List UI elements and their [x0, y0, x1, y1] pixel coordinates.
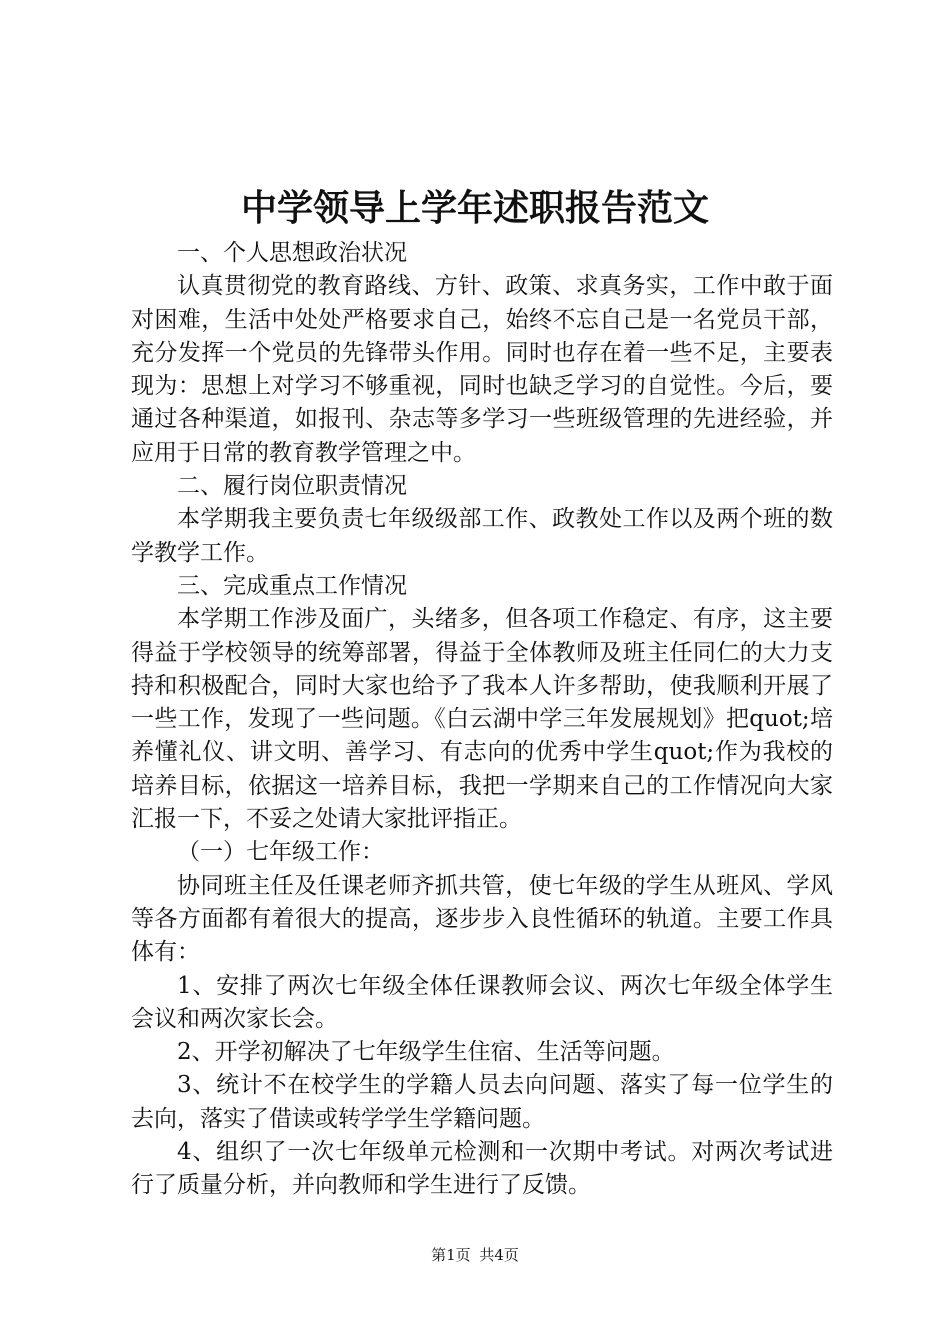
page-total: 共4页 [479, 1246, 519, 1264]
list-item: 2、开学初解决了七年级学生住宿、生活等问题。 [177, 1039, 675, 1066]
page-footer [0, 1245, 950, 1265]
paragraph: 认真贯彻党的教育路线、方针、政策、求真务实，工作中敢于面对困难，生活中处处严格要求自己，始终不忘自己是一名党员干部，充分发挥一个党员的先锋带头作用。同时也存在着一些不足，主要表现为：思想上对学习不够重视，同时也缺乏学习的自觉性。今后，要通过各种渠道，如报刊、杂志等多学习一些班级管理的先进经验，并应用于日常的教育教学管理之中。 [131, 273, 833, 466]
section-heading: 一、个人思想政治状况 [177, 240, 407, 266]
list-item: 1、安排了两次七年级全体任课教师会议、两次七年级全体学生会议和两次家长会。 [131, 972, 833, 1032]
list-item: 4、组织了一次七年级单元检测和一次期中考试。对两次考试进行了质量分析，并向教师和学生进行了反馈。 [131, 1139, 833, 1199]
section-heading: 二、履行岗位职责情况 [177, 473, 407, 500]
paragraph: 本学期工作涉及面广，头绪多，但各项工作稳定、有序，这主要得益于学校领导的统筹部署，得益于全体教师及班主任同仁的大力支持和积极配合，同时大家也给予了我本人许多帮助，使我顺利开展了一些工作，发现了一些问题。《白云湖中学三年发展规划》把quot;培养懂礼仪、讲文明、善学习、有志向的优秀中学生quot;作为我校的培养目标，依据这一培养目标，我把一学期来自己的工作情况向大家汇报一下，不妥之处请大家批评指正。 [131, 606, 833, 833]
section-heading: 三、完成重点工作情况 [177, 572, 407, 599]
subsection-heading: （一）七年级工作： [177, 839, 384, 866]
document-title: 中学领导上学年述职报告范文 [240, 187, 709, 229]
document-body [131, 237, 833, 1203]
list-item: 3、统计不在校学生的学籍人员去向问题、落实了每一位学生的去向，落实了借读或转学学生学籍问题。 [131, 1072, 833, 1132]
page-number: 第1页 [431, 1246, 471, 1264]
paragraph: 本学期我主要负责七年级级部工作、政教处工作以及两个班的数学教学工作。 [131, 506, 833, 566]
paragraph: 协同班主任及任课老师齐抓共管，使七年级的学生从班风、学风等各方面都有着很大的提高，逐步步入良性循环的轨道。主要工作具体有： [131, 872, 833, 966]
